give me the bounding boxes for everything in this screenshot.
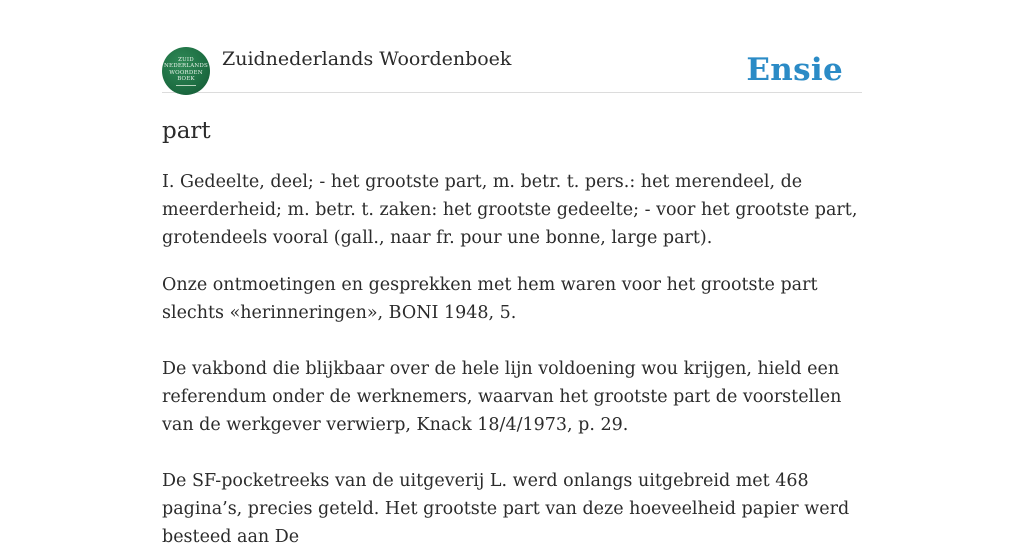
dictionary-logo-icon[interactable] [162, 47, 210, 95]
example-paragraph: De vakbond die blijkbaar over de hele lijn voldoening wou krijgen, hield een referendum onder de werknemers, waarvan het grootste part de voorstellen van de werkgever verwierp, Knack 18/4/1973, p. 29. [162, 359, 842, 435]
logo-text-line: NEDERLANDS [163, 63, 208, 69]
ensie-brand-logo[interactable]: Ensie [746, 52, 843, 88]
logo-text-line: ZUID [178, 56, 194, 63]
example-paragraph: Onze ontmoetingen en gesprekken met hem waren voor het grootste part slechts «herinneringen», BONI 1948, 5. [162, 275, 818, 323]
entry-body [162, 168, 862, 551]
logo-rule [176, 85, 196, 86]
dictionary-title-link[interactable]: Zuidnederlands Woordenboek [222, 48, 512, 70]
page [162, 0, 862, 547]
definition-paragraph: I. Gedeelte, deel; - het grootste part, m. betr. t. pers.: het merendeel, de meerderheid; m. betr. t. zaken: het grootste gedeelte; - voor het grootste part, grotendeels vooral (gall., naar fr. pour une bonne, large part). [162, 172, 858, 248]
example-paragraph: De SF-pocketreeks van de uitgeverij L. werd onlangs uitgebreid met 468 pagina’s, precies geteld. Het grootste part van deze hoeveelheid papier werd besteed aan De [162, 471, 850, 547]
entry-title: part [162, 118, 211, 144]
logo-text-line: BOEK [177, 76, 195, 82]
logo-text-line: WOORDEN [169, 69, 203, 76]
site-header [162, 44, 862, 93]
